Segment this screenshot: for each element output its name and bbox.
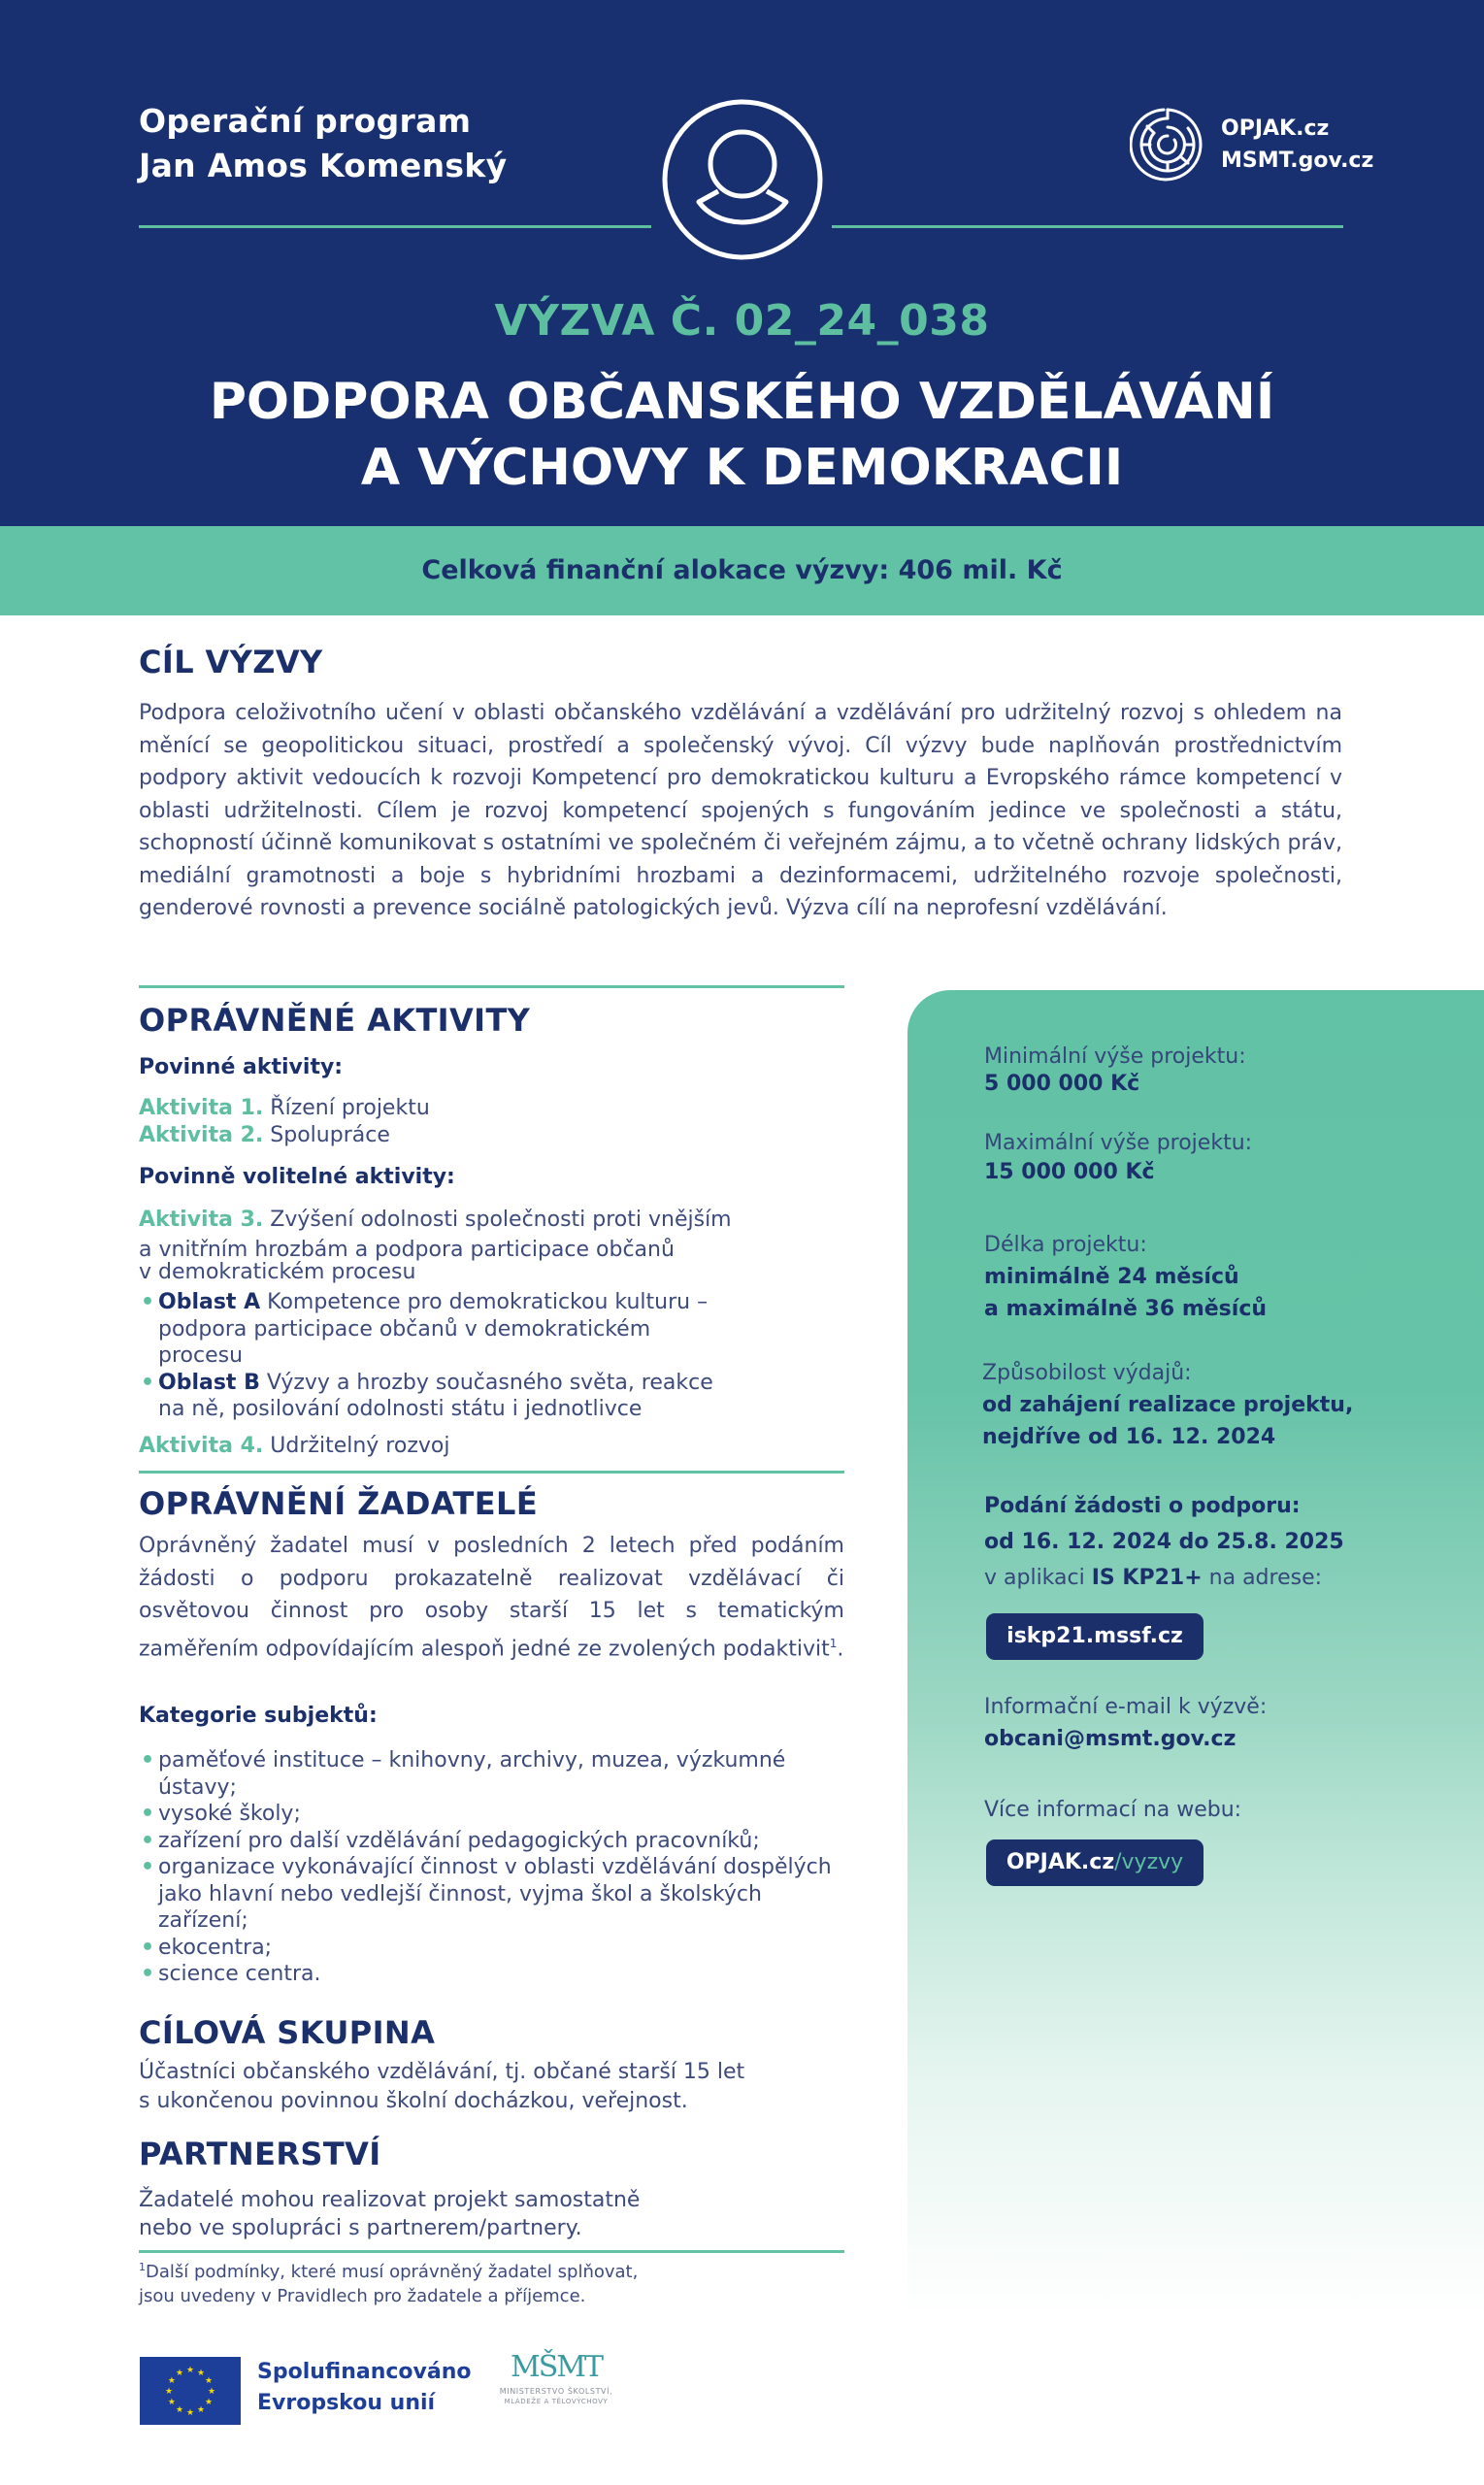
allocation-text: Celková finanční alokace výzvy: 406 mil. Kč [421, 555, 1063, 585]
activity-3-text-1: Zvýšení odolnosti společnosti proti vnějším [270, 1208, 732, 1232]
duration-label: Délka projektu: [984, 1233, 1147, 1257]
iskp21-link-button[interactable]: iskp21.mssf.cz [986, 1613, 1204, 1660]
activity-3-label: Aktivita 3. [139, 1208, 264, 1232]
submission [984, 1488, 1344, 1596]
category-text: vysoké školy; [158, 1802, 301, 1826]
submission-label: Podání žádosti o podporu: [984, 1494, 1301, 1518]
info-email [984, 1691, 1267, 1755]
category-item [139, 1747, 838, 1801]
program-name [139, 99, 507, 188]
eu-flag-icon [140, 2357, 241, 2425]
category-item [139, 1935, 838, 1962]
bullet-icon: • [141, 1290, 155, 1314]
app-suffix: na adrese: [1202, 1566, 1323, 1590]
mandatory-activities-label: Povinné aktivity: [139, 1055, 344, 1079]
msmt-line-1: MINISTERSTVO ŠKOLSTVÍ, [499, 2387, 613, 2396]
link-opjak[interactable]: OPJAK.cz [1221, 116, 1330, 141]
activities-heading: OPRÁVNĚNÉ AKTIVITY [139, 1002, 531, 1039]
bullet-icon: • [141, 1935, 155, 1960]
activity-1-text: Řízení projektu [270, 1096, 430, 1120]
bullet-icon: • [141, 1748, 155, 1773]
partnership-line-1: Žadatelé mohou realizovat projekt samostatně [139, 2188, 641, 2212]
app-prefix: v aplikaci [984, 1566, 1092, 1590]
maze-logo-icon [1130, 107, 1205, 182]
title-line-1: PODPORA OBČANSKÉHO VZDĚLÁVÁNÍ [209, 373, 1275, 431]
activity-2 [139, 1122, 390, 1149]
activity-1 [139, 1095, 430, 1122]
activity-3-text-3: v demokratickém procesu [139, 1260, 416, 1284]
categories-list [139, 1747, 838, 1988]
header-links [1221, 113, 1373, 177]
footnote-line-2: jsou uvedeny v Pravidlech pro žadatele a příjemce. [139, 2286, 586, 2306]
web-label: Více informací na webu: [984, 1798, 1242, 1822]
min-amount-label: Minimální výše projektu: [984, 1044, 1246, 1069]
duration-value-2: a maximálně 36 měsíců [984, 1297, 1268, 1321]
header-divider-right [832, 225, 1343, 228]
app-name: IS KP21+ [1091, 1566, 1203, 1590]
max-amount [984, 1129, 1252, 1187]
msmt-logo [483, 2349, 629, 2431]
min-amount [984, 1044, 1246, 1098]
web-info [984, 1794, 1241, 1826]
submission-value: od 16. 12. 2024 do 25.8. 2025 [984, 1530, 1344, 1554]
target-group-heading: CÍLOVÁ SKUPINA [139, 2014, 436, 2051]
activity-1-label: Aktivita 1. [139, 1096, 264, 1120]
web-main: OPJAK.cz [1006, 1850, 1115, 1874]
email-label: Informační e-mail k výzvě: [984, 1695, 1268, 1719]
activity-3 [139, 1207, 732, 1285]
eu-star-icon: ★ [175, 2368, 184, 2378]
activity-4-label: Aktivita 4. [139, 1434, 264, 1458]
page-title [0, 369, 1484, 501]
area-b-text: Výzvy a hrozby současného světa, reakce na ně, posilování odolnosti státu i jednotlivce [158, 1370, 713, 1421]
optional-activities-label: Povinně volitelné aktivity: [139, 1165, 455, 1189]
call-number: VÝZVA Č. 02_24_038 [494, 296, 990, 346]
eu-cofinanced-text [257, 2357, 472, 2419]
eu-star-icon: ★ [164, 2387, 174, 2397]
target-group-line-1: Účastníci občanského vzdělávání, tj. občané starší 15 let [139, 2060, 745, 2084]
eu-star-icon: ★ [205, 2398, 214, 2407]
max-amount-label: Maximální výše projektu: [984, 1131, 1253, 1155]
project-duration [984, 1229, 1267, 1325]
area-a [139, 1289, 741, 1370]
target-group-text [139, 2058, 744, 2116]
partnership-line-2: nebo ve spolupráci s partnerem/partnery. [139, 2216, 582, 2240]
partnership-heading: PARTNERSTVÍ [139, 2136, 381, 2172]
category-text: zařízení pro další vzdělávání pedagogických pracovníků; [158, 1828, 760, 1853]
eu-star-icon: ★ [207, 2387, 216, 2397]
expense-eligibility [982, 1357, 1353, 1453]
eu-line-1: Spolufinancováno [257, 2360, 472, 2384]
footnote-line-1: Další podmínky, které musí oprávněný žadatel splňovat, [146, 2262, 639, 2282]
goal-heading: CÍL VÝZVY [139, 644, 323, 680]
eligibility-label: Způsobilost výdajů: [982, 1361, 1192, 1385]
eligibility-value-1: od zahájení realizace projektu, [982, 1393, 1354, 1417]
partnership-text [139, 2186, 640, 2242]
applicants-heading: OPRÁVNĚNÍ ŽADATELÉ [139, 1485, 539, 1522]
divider-activities-top [139, 985, 844, 988]
activity-4-text: Udržitelný rozvoj [270, 1434, 450, 1458]
categories-label: Kategorie subjektů: [139, 1704, 378, 1728]
area-b [139, 1370, 741, 1423]
eu-star-icon: ★ [167, 2398, 176, 2407]
bullet-icon: • [141, 1828, 155, 1853]
program-line-2: Jan Amos Komenský [139, 147, 508, 184]
category-text: science centra. [158, 1962, 321, 1986]
title-line-2: A VÝCHOVY K DEMOKRACII [360, 439, 1124, 497]
eu-star-icon: ★ [175, 2405, 184, 2416]
min-amount-value: 5 000 000 Kč [984, 1072, 1140, 1096]
eligibility-value-2: nejdříve od 16. 12. 2024 [982, 1425, 1276, 1449]
program-line-1: Operační program [139, 102, 472, 140]
link-msmt[interactable]: MSMT.gov.cz [1221, 149, 1374, 173]
category-text: ekocentra; [158, 1935, 273, 1960]
msmt-line-2: MLÁDEŽE A TĚLOVÝCHOVY [504, 2398, 609, 2405]
category-text: organizace vykonávající činnost v oblasti vzdělávání dospělých jako hlavní nebo vedlejší činnost, vyjma škol a školských zařízení; [158, 1855, 832, 1933]
category-item [139, 1961, 838, 1988]
category-item [139, 1828, 838, 1855]
applicants-text: Oprávněný žadatel musí v posledních 2 letech před podáním žádosti o podporu prokazatelně realizovat vzdělávací či osvětovou činnost pro osoby starší 15 let s tematickým zaměřením odpovídajícím alespoň jedné ze zvolených podaktivit$^1$. [139, 1534, 844, 1661]
opjak-web-link-button[interactable] [986, 1839, 1204, 1886]
bullet-icon: • [141, 1370, 155, 1395]
person-icon [660, 97, 825, 262]
eu-star-icon: ★ [167, 2376, 176, 2386]
target-group-line-2: s ukončenou povinnou školní docházkou, veřejnost. [139, 2089, 688, 2113]
eu-star-icon: ★ [205, 2376, 214, 2386]
bullet-icon: • [141, 1962, 155, 1986]
activity-2-text: Spolupráce [270, 1123, 390, 1147]
eu-star-icon: ★ [196, 2405, 206, 2416]
area-b-label: Oblast B [158, 1370, 260, 1395]
activity-3-text-2: a vnitřním hrozbám a podpora participace občanů [139, 1238, 675, 1262]
eu-star-icon: ★ [185, 2366, 195, 2375]
bullet-icon: • [141, 1855, 155, 1879]
category-item [139, 1801, 838, 1828]
max-amount-value: 15 000 000 Kč [984, 1160, 1155, 1184]
footnote-ref: 1 [829, 1636, 838, 1650]
bullet-icon: • [141, 1802, 155, 1826]
eu-star-icon: ★ [185, 2408, 195, 2418]
msmt-mark: MŠMT [511, 2350, 602, 2384]
footnote [139, 2255, 638, 2308]
header-banner [0, 0, 1484, 526]
email-link[interactable]: obcani@msmt.gov.cz [984, 1727, 1237, 1751]
divider-footnote [139, 2250, 844, 2253]
footnote-mark: 1 [139, 2261, 146, 2273]
area-a-label: Oblast A [158, 1290, 261, 1314]
web-path: /vyzvy [1114, 1850, 1184, 1874]
header-divider-left [139, 225, 651, 228]
divider-activities-bottom [139, 1471, 844, 1474]
duration-value-1: minimálně 24 měsíců [984, 1265, 1239, 1289]
eu-star-icon: ★ [196, 2368, 206, 2378]
category-item [139, 1854, 838, 1935]
category-text: paměťové instituce – knihovny, archivy, muzea, výzkumné ústavy; [158, 1748, 786, 1800]
applicants-text-body: Oprávněný žadatel musí v posledních 2 letech před podáním žádosti o podporu prokazatelně realizovat vzdělávací či osvětovou činnost pro osoby starší 15 let s tematickým zaměřením odpovídajícím alespoň jedné ze zvolených podaktivit [139, 1534, 844, 1661]
application-info [984, 1560, 1344, 1596]
goal-text: Podpora celoživotního učení v oblasti občanského vzdělávání a vzdělávání pro udržitelný rozvoj s ohledem na měnící se geopolitickou situaci, prostředí a společenský vývoj. Cíl výzvy bude naplňován prostřednictvím podpory aktivit vedoucích k rozvoji Kompetencí pro demokratickou kulturu a Evropského rámce kompetencí v oblasti udržitelnosti. Cílem je rozvoj kompetencí spojených s fungováním jedince ve společnosti a státu, schopností účinně komunikovat s ostatními ve společném či veřejném zájmu, a to včetně ochrany lidských práv, mediální gramotnosti a boje s hybridními hrozbami a dezinformacemi, udržitelného rozvoje společnosti, genderové rovnosti a prevence sociálně patologických jevů. Výzva cílí na neprofesní vzdělávání. [139, 701, 1342, 920]
activity-3-areas [139, 1289, 741, 1423]
area-a-text: Kompetence pro demokratickou kulturu – podpora participace občanů v demokratickém procesu [158, 1290, 709, 1368]
activity-4 [139, 1433, 449, 1460]
activity-2-label: Aktivita 2. [139, 1123, 264, 1147]
eu-line-2: Evropskou unií [257, 2391, 436, 2415]
